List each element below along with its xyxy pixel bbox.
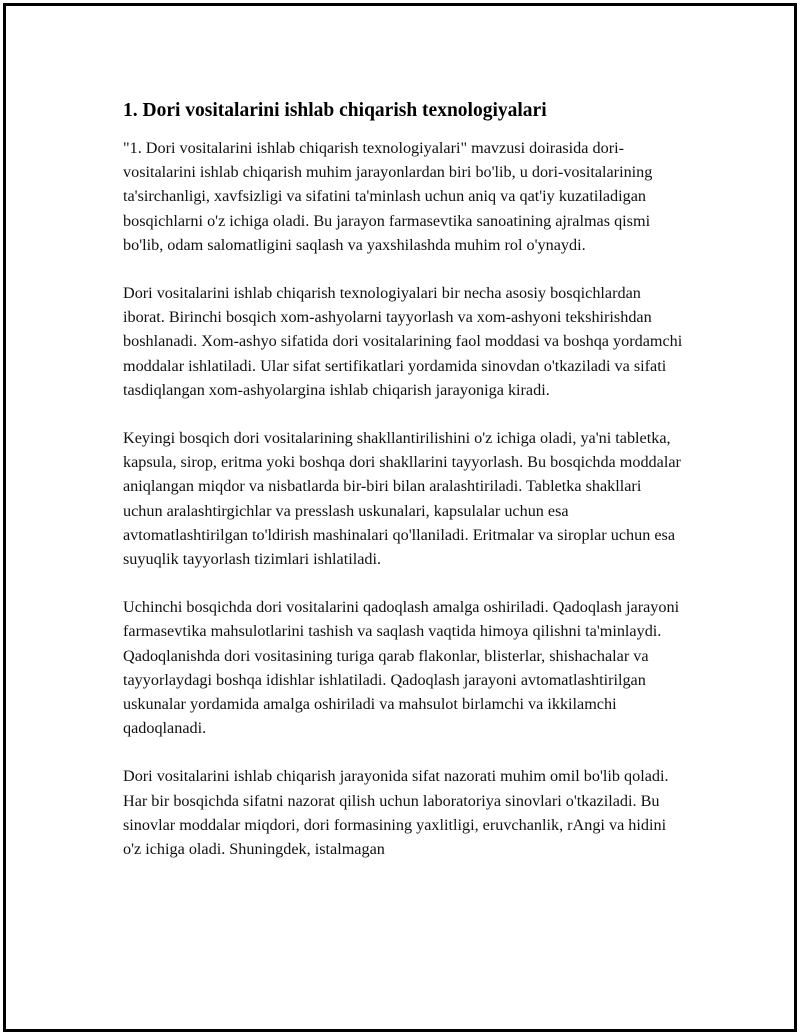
paragraph-raw-materials: Dori vositalarini ishlab chiqarish texnologiyalari bir necha asosiy bosqichlardan iborat. Birinchi bosqich xom-ashyolarni tayyorlash va xom-ashyoni tekshirishdan boshlanadi. Xom-ashyo sifatida dori vositalarining faol moddasi va boshqa yordamchi moddalar ishlatiladi. Ular sifat sertifikatlari yordamida sinovdan o'tkaziladi va sifati tasdiqlangan xom-ashyolargina ishlab chiqarish jarayoniga kiradi. <box>123 284 683 399</box>
document-title: 1. Dori vositalarini ishlab chiqarish texnologiyalari <box>123 100 547 121</box>
paragraph-formulation: Keyingi bosqich dori vositalarining shakllantirilishini o'z ichiga oladi, ya'ni tabletka, kapsula, sirop, eritma yoki boshqa dori shakllarini tayyorlash. Bu bosqichda moddalar aniqlangan miqdor va nisbatlarda bir-biri bilan aralashtiriladi. Tabletka shakllari uchun aralashtirgichlar va presslash uskunalari, kapsulalar uchun esa avtomatlashtirilgan to'ldirish mashinalari qo'llaniladi. Eritmalar va siroplar uchun esa suyuqlik tayyorlash tizimlari ishlatiladi. <box>123 429 681 569</box>
document-body <box>123 98 683 885</box>
paragraph-packaging: Uchinchi bosqichda dori vositalarini qadoqlash amalga oshiriladi. Qadoqlash jarayoni farmasevtika mahsulotlarini tashish va saqlash vaqtida himoya qilishni ta'minlaydi. Qadoqlanishda dori vositasining turiga qarab flakonlar, blisterlar, shishachalar va tayyorlaydagi boshqa idishlar ishlatiladi. Qadoqlash jarayoni avtomatlashtirilgan uskunalar yordamida amalga oshiriladi va mahsulot birlamchi va ikkilamchi qadoqlanadi. <box>123 598 680 738</box>
page-frame <box>3 3 797 1032</box>
paragraph-intro: "1. Dori vositalarini ishlab chiqarish texnologiyalari" mavzusi doirasida dori-vositalarini ishlab chiqarish muhim jarayonlardan biri bo'lib, u dori-vositalarining ta'sirchanligi, xavfsizligi va sifatini ta'minlash uchun aniq va qat'iy kuzatiladigan bosqichlarni o'z ichiga oladi. Bu jarayon farmasevtika sanoatining ajralmas qismi bo'lib, odam salomatligini saqlash va yaxshilashda muhim rol o'ynaydi. <box>123 139 653 254</box>
paragraph-quality-control: Dori vositalarini ishlab chiqarish jarayonida sifat nazorati muhim omil bo'lib qoladi. Har bir bosqichda sifatni nazorat qilish uchun laboratoriya sinovlari o'tkaziladi. Bu sinovlar moddalar miqdori, dori formasining yaxlitligi, eruvchanlik, rAngi va hidini o'z ichiga oladi. Shuningdek, istalmagan <box>123 767 669 859</box>
